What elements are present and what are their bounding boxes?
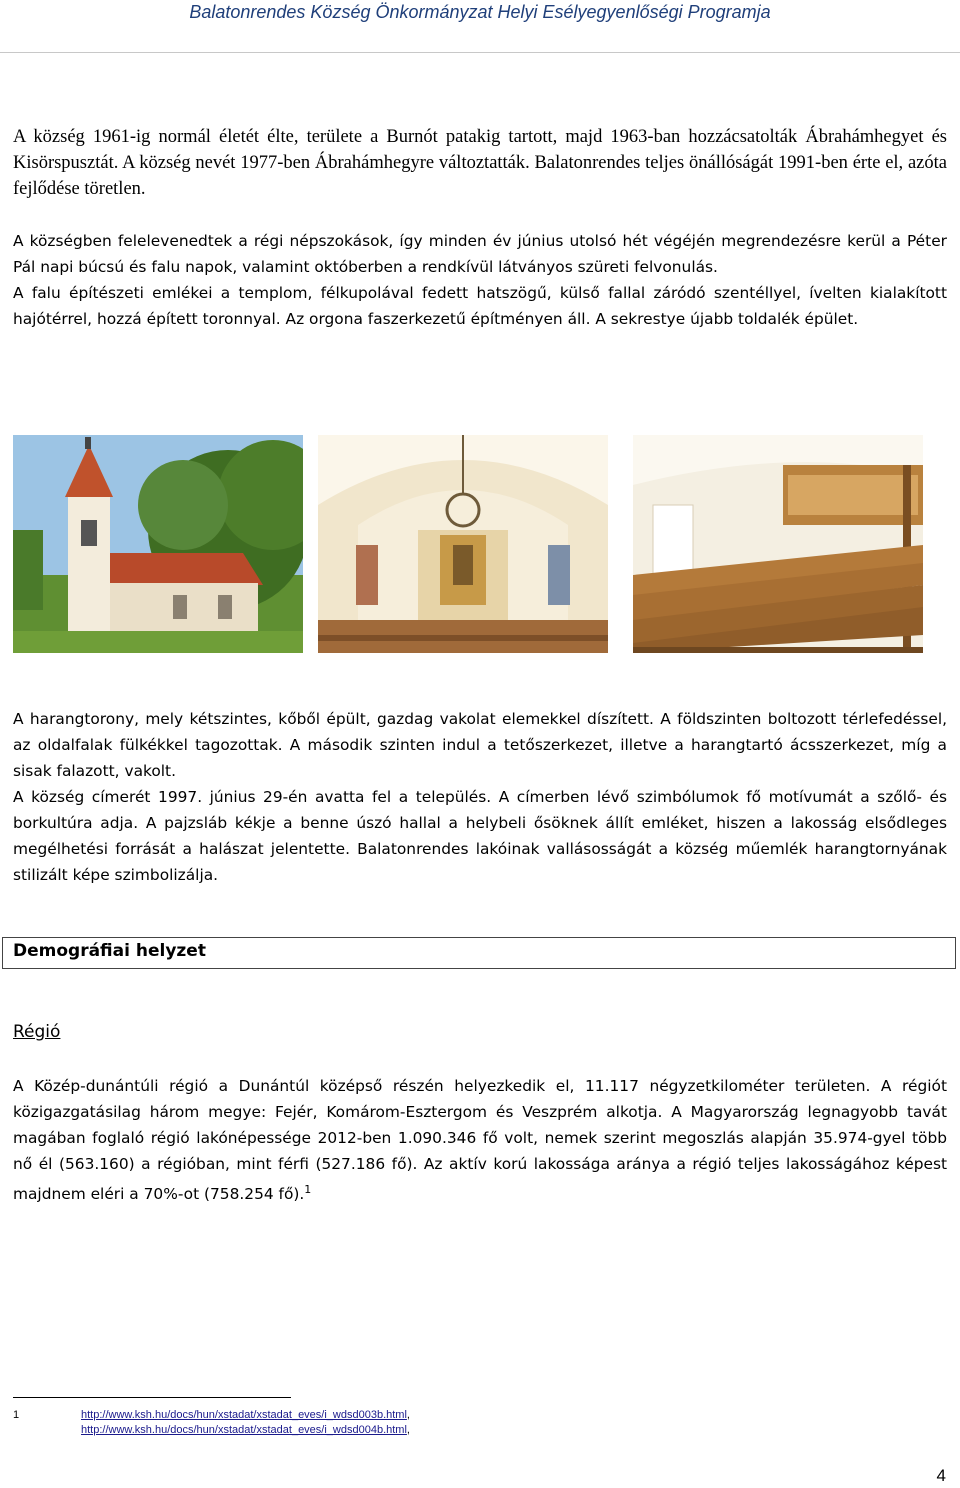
section-heading-box: [2, 937, 956, 969]
footnote-separator-2: ,: [406, 1424, 410, 1436]
footnote-line-2: [13, 1424, 410, 1436]
paragraph-region: [13, 1073, 947, 1207]
region-text: A Közép-dunántúli régió a Dunántúl középső részén helyezkedik el, 11.117 négyzetkilométer területen. A régiót közigazgatásilag három megye: Fejér, Komárom-Esztergom és Veszprém alkotja. A Magyarország legnagyobb tavát magában foglaló régió lakónépessége 2012-ben 1.090.346 fő volt, nemek szerint megoszlás alapján 35.974-gyel több nő él (563.160) a régióban, mint férfi (527.186 fő). Az aktív korú lakossága aránya a régió teljes lakosságához képest majdnem eléri a 70%-ot (758.254 fő).: [13, 1077, 947, 1204]
section-heading: Demográfiai helyzet: [13, 941, 206, 961]
footnote-separator: [13, 1397, 291, 1398]
footnote-link-2[interactable]: http://www.ksh.hu/docs/hun/xstadat/xstadat_eves/i_wdsd004b.html: [81, 1424, 407, 1436]
church-interior-pews-photo: [633, 435, 923, 653]
church-exterior-photo: [13, 435, 303, 653]
page-header: [0, 0, 960, 53]
footnote-number: 1: [13, 1409, 20, 1421]
church-interior-altar-photo: [318, 435, 608, 653]
footnote-link-1[interactable]: http://www.ksh.hu/docs/hun/xstadat/xstadat_eves/i_wdsd003b.html: [81, 1409, 407, 1421]
header-title: Balatonrendes Község Önkormányzat Helyi Esélyegyenlőségi Programja: [189, 2, 771, 22]
paragraph-bell-tower: A harangtorony, mely kétszintes, kőből épült, gazdag vakolat elemekkel díszített. A földszinten boltozott térlefedéssel, az oldalfalak fülkékkel tagozottak. A második szinten indul a tetőszerkezet, illetve a harangtartó ácsszerkezet, míg a sisak falazott, vakolt.: [13, 710, 947, 780]
paragraph-architecture: A falu építészeti emlékei a templom, félkupolával fedett hatszögű, külső fallal záródó szentéllyel, ívelten kialakított hajótérrel, hozzá épített toronnyal. Az orgona faszerkezetű építményen áll. A sekrestye újabb toldalék épület.: [13, 284, 947, 328]
footnote-reference[interactable]: 1: [304, 1183, 312, 1196]
paragraph-coat-of-arms: A község címerét 1997. június 29-én avatta fel a település. A címerben lévő szimbólumok fő motívumát a szőlő- és borkultúra adja. A pajzsláb kékje a benne úszó hallal a helybeli ősöknek állít emléket, hiszen a lakosság elsődleges megélhetési forrását a halászat jelentette. Balatonrendes lakóinak vallásosságát a község műemlék harangtornyának stilizált képe szimbolizálja.: [13, 788, 947, 884]
page-number: 4: [936, 1466, 946, 1485]
footnote-line-1: [13, 1409, 410, 1421]
footnote-separator-1: ,: [406, 1409, 410, 1421]
paragraph-history: A község 1961-ig normál életét élte, területe a Burnót patakig tartott, majd 1963-ban hozzácsatolták Ábrahámhegyet és Kisörspusztát. A község nevét 1977-ben Ábrahámhegyre változtatták. Balatonrendes teljes önállóságát 1991-ben érte el, azóta fejlődése töretlen.: [13, 127, 947, 199]
paragraph-traditions: A községben felelevenedtek a régi népszokások, így minden év június utolsó hét végéjén megrendezésre kerül a Péter Pál napi búcsú és falu napok, valamint októberben a rendkívül látványos szüreti felvonulás.: [13, 232, 947, 276]
subheading-region: Régió: [13, 1022, 61, 1042]
